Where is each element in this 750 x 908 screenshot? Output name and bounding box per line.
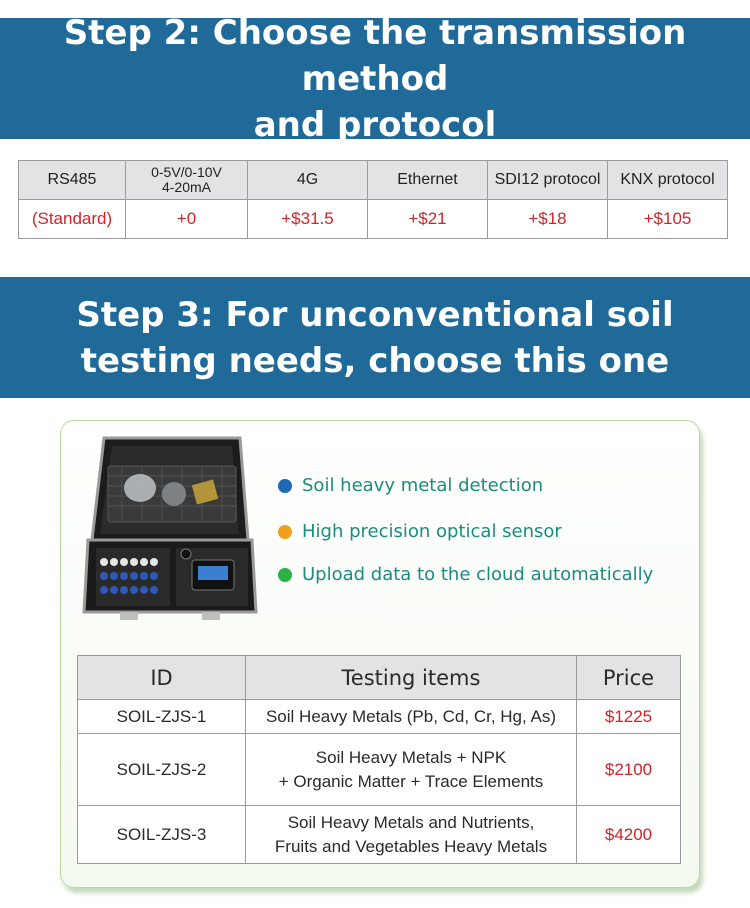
feature-optical-sensor-label: High precision optical sensor xyxy=(302,521,562,542)
step2-title-line1: Step 2: Choose the transmission method xyxy=(63,12,687,99)
protocol-price-4g: +$31.5 xyxy=(248,200,368,239)
protocol-price-row xyxy=(19,200,728,239)
feature-heavy-metal xyxy=(278,475,543,496)
table-row xyxy=(78,700,681,734)
blue-bullet-icon xyxy=(278,479,292,493)
protocol-header-knx: KNX protocol xyxy=(608,161,728,200)
feature-heavy-metal-label: Soil heavy metal detection xyxy=(302,475,544,496)
protocol-header-rs485: RS485 xyxy=(19,161,126,200)
table-row xyxy=(78,734,681,806)
protocol-header-row xyxy=(19,161,728,200)
product-id: SOIL-ZJS-3 xyxy=(78,806,246,864)
step3-banner xyxy=(0,277,750,398)
product-price: $4200 xyxy=(577,806,681,864)
step3-title-line1: Step 3: For unconventional soil xyxy=(76,294,674,335)
feature-optical-sensor xyxy=(278,521,562,542)
product-items xyxy=(246,734,577,806)
product-table xyxy=(77,655,681,864)
feature-cloud-upload-label: Upload data to the cloud automatically xyxy=(302,564,654,585)
protocol-table xyxy=(18,160,728,239)
step2-title-line2: and protocol xyxy=(253,104,497,145)
protocol-header-analog-line2: 4-20mA xyxy=(161,179,212,195)
product-items xyxy=(246,806,577,864)
product-items xyxy=(246,700,577,734)
protocol-header-sdi12: SDI12 protocol xyxy=(488,161,608,200)
product-items-line2: + Organic Matter + Trace Elements xyxy=(278,771,544,791)
product-id: SOIL-ZJS-2 xyxy=(78,734,246,806)
testing-kit-case-icon xyxy=(82,436,258,622)
protocol-price-knx: +$105 xyxy=(608,200,728,239)
product-items-line1: Soil Heavy Metals and Nutrients, xyxy=(287,812,535,832)
feature-cloud-upload xyxy=(278,564,653,585)
table-row xyxy=(78,806,681,864)
step2-banner xyxy=(0,12,750,145)
orange-bullet-icon xyxy=(278,525,292,539)
protocol-header-analog-line1: 0-5V/0-10V xyxy=(151,164,222,180)
protocol-header-analog xyxy=(126,161,248,200)
product-header-id: ID xyxy=(78,656,246,700)
green-bullet-icon xyxy=(278,568,292,582)
product-price: $2100 xyxy=(577,734,681,806)
product-price: $1225 xyxy=(577,700,681,734)
protocol-price-sdi12: +$18 xyxy=(488,200,608,239)
protocol-header-4g: 4G xyxy=(248,161,368,200)
product-id: SOIL-ZJS-1 xyxy=(78,700,246,734)
protocol-price-ethernet: +$21 xyxy=(368,200,488,239)
protocol-price-rs485: (Standard) xyxy=(19,200,126,239)
protocol-header-ethernet: Ethernet xyxy=(368,161,488,200)
step3-title-line2: testing needs, choose this one xyxy=(80,340,670,381)
product-header-items: Testing items xyxy=(246,656,577,700)
product-header-row xyxy=(78,656,681,700)
protocol-price-analog: +0 xyxy=(126,200,248,239)
product-items-line1: Soil Heavy Metals (Pb, Cd, Cr, Hg, As) xyxy=(265,706,557,726)
product-header-price: Price xyxy=(577,656,681,700)
product-items-line1: Soil Heavy Metals + NPK xyxy=(315,747,507,767)
product-items-line2: Fruits and Vegetables Heavy Metals xyxy=(274,836,548,856)
